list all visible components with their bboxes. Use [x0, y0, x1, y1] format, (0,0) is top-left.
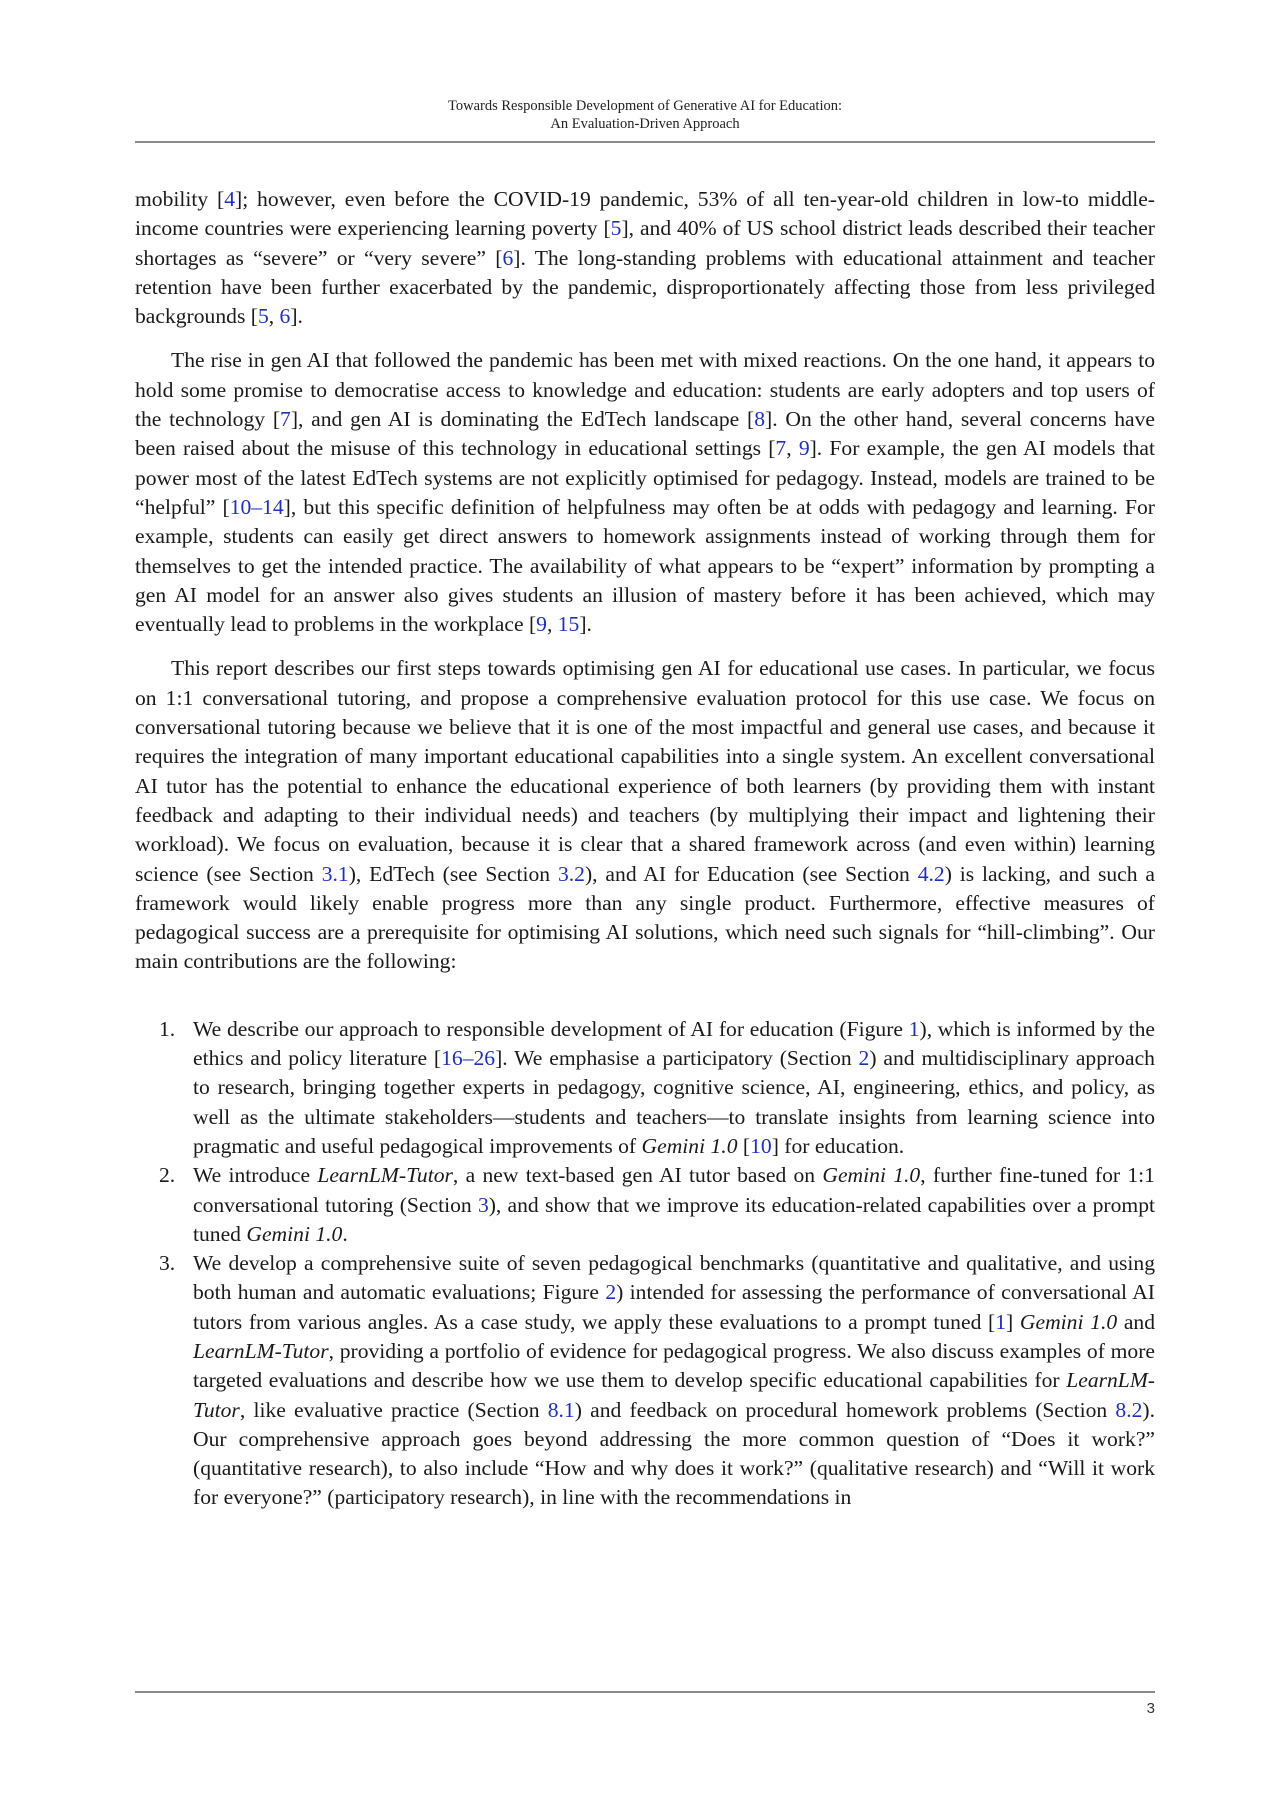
citation-link[interactable]: 8: [754, 407, 766, 432]
text: .: [342, 1221, 348, 1246]
text: mobility [: [135, 187, 225, 211]
citation-link[interactable]: 5: [610, 216, 622, 241]
text: ,: [786, 436, 799, 461]
citation-link[interactable]: 6: [279, 304, 291, 329]
model-name: Gemini 1.0: [641, 1133, 738, 1158]
text: , like evaluative practice (Section: [239, 1397, 548, 1422]
text: ]. We emphasise a participatory (Section: [495, 1046, 859, 1071]
text: ].: [290, 304, 303, 329]
text: ), and AI for Education (see Section: [584, 861, 918, 886]
citation-link[interactable]: 7: [775, 436, 787, 461]
text: ), which is informed by the ethics and policy literature [: [193, 1016, 1155, 1071]
footer-rule: [135, 1691, 1155, 1693]
citation-link[interactable]: 9: [536, 612, 547, 637]
text: , providing a portfolio of evidence for pedagogical progress. We also discuss examples of more targeted evaluations and describe how we use them to develop specific educational capabilities for: [193, 1338, 1155, 1393]
text: ], and 40% of US school district leads described their teacher shortages as “severe” or “very severe” [: [135, 216, 1155, 270]
section-link[interactable]: 3.1: [321, 861, 349, 886]
paragraph-1: [135, 185, 1155, 331]
text: ), and show that we improve its education-related capabilities over a prompt tuned: [193, 1192, 1156, 1246]
model-name: LearnLM-Tutor: [193, 1338, 329, 1363]
citation-link[interactable]: 7: [280, 407, 291, 432]
section-link[interactable]: 3: [477, 1192, 489, 1217]
text: ,: [546, 612, 558, 637]
text: ]: [1006, 1309, 1020, 1334]
citation-link[interactable]: 9: [798, 436, 810, 461]
text: ) intended for assessing the performance of conversational AI tutors from various angles. As a case study, we apply these evaluations to a prompt tuned [: [193, 1280, 1155, 1334]
text: ], and gen AI is dominating the EdTech landscape [: [290, 407, 755, 432]
section-link[interactable]: 8.1: [547, 1397, 575, 1422]
text: We describe our approach to responsible development of AI for education (Figure: [193, 1016, 909, 1041]
figure-link[interactable]: 1: [908, 1016, 920, 1041]
list-number: 1.: [159, 1016, 176, 1041]
text: and: [1117, 1309, 1156, 1334]
header-title-line1: Towards Responsible Development of Generative AI for Education:: [448, 98, 842, 114]
text: We develop a comprehensive suite of seven pedagogical benchmarks (quantitative and qualitative, and using both human and automatic evaluations; Figure: [193, 1251, 1155, 1305]
figure-link[interactable]: 2: [605, 1280, 617, 1305]
paragraph-3: [135, 654, 1155, 976]
text: ]. The long-standing problems with educational attainment and teacher retention have been further exacerbated by the pandemic, disproportionately affecting those from less privileged backgrounds [: [135, 245, 1156, 329]
text: ) and multidisciplinary approach to research, bringing together experts in pedagogy, cognitive science, AI, engineering, ethics, and policy, as well as the ultimate stakeholders—students and teachers—to translate insights from learning science into pragmatic and useful pedagogical improvements of: [193, 1046, 1155, 1158]
text: ), EdTech (see Section: [348, 861, 558, 886]
text: ) is lacking, and such a framework would likely enable progress more than any single product. Furthermore, effective measures of pedagogical success are a prerequisite for optimising AI solutions, which need such signals for “hill-climbing”. Our main contributions are the following:: [135, 861, 1155, 974]
section-link[interactable]: 3.2: [557, 861, 585, 886]
running-header: [135, 97, 1155, 133]
section-link[interactable]: 2: [858, 1046, 870, 1071]
citation-link[interactable]: 10–14: [229, 494, 284, 519]
text: , a new text-based gen AI tutor based on: [452, 1163, 823, 1188]
text: ] for education.: [771, 1133, 905, 1158]
model-name: LearnLM-Tutor: [317, 1163, 453, 1188]
text: ]. For example, the gen AI models that power most of the latest EdTech systems are not explicitly optimised for pedagogy. Instead, models are trained to be “helpful” [: [135, 436, 1155, 519]
citation-link[interactable]: 15: [557, 612, 580, 637]
citation-link[interactable]: 5: [257, 304, 269, 329]
citation-link[interactable]: 1: [995, 1309, 1007, 1334]
contribution-item: [159, 1249, 1156, 1513]
text: ). Our comprehensive approach goes beyond addressing the more common question of “Does it work?” (quantitative research), to also include “How and why does it work?” (qualitative research) and “Will it work for everyone?” (participatory research), in line with the recommendations in: [193, 1397, 1155, 1510]
citation-link[interactable]: 16–26: [441, 1046, 496, 1071]
page-number: 3: [1146, 1700, 1155, 1717]
model-name: LearnLM-Tutor: [193, 1368, 1155, 1422]
model-name: Gemini 1.0: [246, 1221, 343, 1246]
header-title-line2: An Evaluation-Driven Approach: [550, 116, 740, 132]
text: [: [737, 1133, 751, 1158]
contribution-item: [159, 1015, 1155, 1161]
text: We introduce: [193, 1163, 318, 1188]
model-name: Gemini 1.0: [822, 1163, 921, 1188]
text: ) and feedback on procedural homework problems (Section: [574, 1397, 1116, 1422]
text: ,: [268, 304, 280, 329]
contribution-item: [159, 1161, 1156, 1249]
citation-link[interactable]: 6: [502, 245, 514, 270]
contributions-list: [135, 1015, 1155, 1513]
text: This report describes our first steps towards optimising gen AI for educational use cases. In particular, we focus on 1:1 conversational tutoring, and propose a comprehensive evaluation protocol for this use case. We focus on conversational tutoring because we believe that it is one of the most impactful and general use cases, and because it requires the integration of many important educational capabilities into a single system. An excellent conversational AI tutor has the potential to enhance the educational experience of both learners (by providing them with instant feedback and adapting to their individual needs) and teachers (by multiplying their impact and lightening their workload). We focus on evaluation, because it is clear that a shared framework across (and even within) learning science (see Section: [135, 656, 1155, 886]
list-number: 3.: [159, 1251, 176, 1276]
text: ]; however, even before the COVID-19 pandemic, 53% of all ten-year-old children in low-to middle-income countries were experiencing learning poverty [: [135, 187, 1155, 241]
paragraph-2: [135, 346, 1155, 639]
section-link[interactable]: 8.2: [1115, 1397, 1143, 1422]
model-name: Gemini 1.0: [1019, 1309, 1118, 1334]
text: The rise in gen AI that followed the pandemic has been met with mixed reactions. On the one hand, it appears to hold some promise to democratise access to knowledge and education: students are early adopters and top users of the technology [: [135, 348, 1155, 432]
citation-link[interactable]: 4: [224, 187, 236, 211]
text: ].: [579, 612, 592, 637]
body-text: [135, 185, 1155, 1513]
text: ], but this specific definition of helpfulness may often be at odds with pedagogy and learning. For example, students can easily get direct answers to homework assignments instead of working through them for themselves to get the intended practice. The availability of what appears to be “expert” information by prompting a gen AI model for an answer also gives students an illusion of mastery before it has been achieved, which may eventually lead to problems in the workplace [: [135, 494, 1155, 637]
list-number: 2.: [159, 1163, 176, 1188]
citation-link[interactable]: 10: [750, 1133, 772, 1158]
text: ]. On the other hand, several concerns have been raised about the misuse of this technology in educational settings [: [135, 407, 1156, 461]
header-rule: [135, 141, 1155, 143]
text: , further fine-tuned for 1:1 conversational tutoring (Section: [193, 1163, 1155, 1217]
section-link[interactable]: 4.2: [917, 861, 945, 886]
